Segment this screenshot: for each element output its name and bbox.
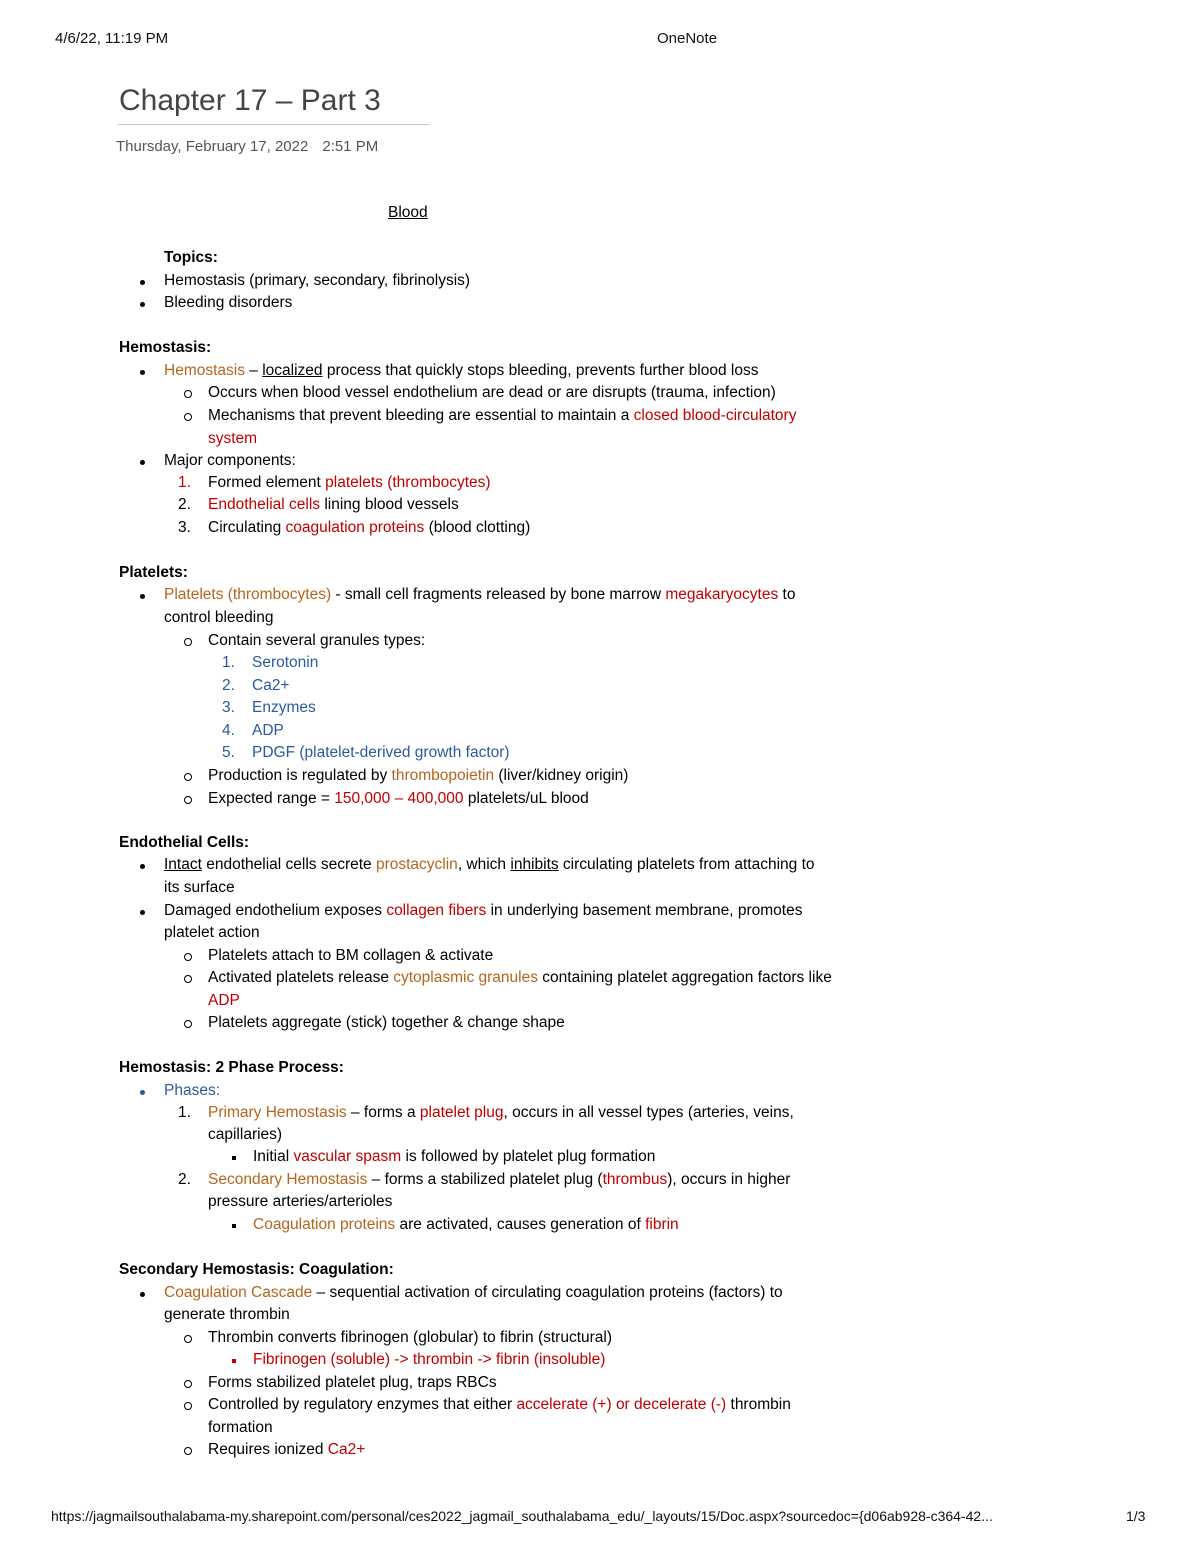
- list-item: Major components:: [164, 452, 296, 469]
- page-title: Chapter 17 – Part 3: [119, 84, 381, 117]
- list-item: Damaged endothelium exposes collagen fibers in underlying basement membrane, promotes: [164, 902, 803, 919]
- list-item: Production is regulated by thrombopoietin (liver/kidney origin): [208, 767, 629, 784]
- list-item: Contain several granules types:: [208, 632, 426, 649]
- section-heading: Secondary Hemostasis: Coagulation:: [119, 1261, 394, 1278]
- title-divider: [118, 124, 430, 125]
- print-app-name: OneNote: [657, 30, 718, 47]
- list-item: Thrombin converts fibrinogen (globular) to fibrin (structural): [208, 1329, 613, 1346]
- list-item: Coagulation proteins are activated, causes generation of fibrin: [253, 1216, 679, 1233]
- list-item-continued: pressure arteries/arterioles: [208, 1193, 393, 1210]
- list-item: Requires ionized Ca2+: [208, 1441, 366, 1458]
- list-item: Platelets (thrombocytes) - small cell fragments released by bone marrow megakaryocytes to: [164, 586, 796, 603]
- numbered-item: 1. Formed element platelets (thrombocytes): [178, 474, 491, 491]
- list-item: Platelets attach to BM collagen & activate: [208, 947, 494, 964]
- list-item: Activated platelets release cytoplasmic granules containing platelet aggregation factors like: [208, 969, 832, 986]
- page-time: 2:51 PM: [322, 138, 379, 155]
- section-heading: Platelets:: [119, 564, 188, 581]
- page-datetime: [116, 138, 378, 155]
- list-item: Controlled by regulatory enzymes that either accelerate (+) or decelerate (-) thrombin: [208, 1396, 791, 1413]
- numbered-item: 1. Primary Hemostasis – forms a platelet plug, occurs in all vessel types (arteries, veins,: [178, 1104, 794, 1121]
- section-heading: Endothelial Cells:: [119, 834, 250, 851]
- list-item: Hemostasis – localized process that quickly stops bleeding, prevents further blood loss: [164, 362, 759, 379]
- list-item: Bleeding disorders: [164, 294, 293, 311]
- list-item: Forms stabilized platelet plug, traps RBCs: [208, 1374, 497, 1391]
- section-title: Blood: [388, 204, 428, 221]
- list-item: Intact endothelial cells secrete prostacyclin, which inhibits circulating platelets from attaching to: [164, 856, 815, 873]
- print-datetime: 4/6/22, 11:19 PM: [55, 30, 169, 47]
- numbered-item: 5. PDGF (platelet-derived growth factor): [222, 744, 510, 761]
- page-number: 1/3: [1126, 1508, 1146, 1524]
- list-item-continued: generate thrombin: [164, 1306, 290, 1323]
- page-date: Thursday, February 17, 2022: [116, 138, 309, 155]
- numbered-item: 4. ADP: [222, 722, 284, 739]
- numbered-item: 2. Secondary Hemostasis – forms a stabilized platelet plug (thrombus), occurs in higher: [178, 1171, 791, 1188]
- list-item-continued: platelet action: [164, 924, 260, 941]
- list-item: Initial vascular spasm is followed by platelet plug formation: [253, 1148, 656, 1165]
- numbered-item: 2. Ca2+: [222, 677, 290, 694]
- list-item: Occurs when blood vessel endothelium are dead or are disrupts (trauma, infection): [208, 384, 776, 401]
- footer-url: https://jagmailsouthalabama-my.sharepoint.com/personal/ces2022_jagmail_southalabama_edu/_layouts/15/Doc.aspx?sourcedoc={d06ab928-c364-42...: [51, 1508, 993, 1524]
- list-item-continued: control bleeding: [164, 609, 274, 626]
- topics-heading: Topics:: [164, 249, 218, 266]
- list-item-continued: formation: [208, 1419, 273, 1436]
- numbered-item: 3. Circulating coagulation proteins (blood clotting): [178, 519, 531, 536]
- list-item: Fibrinogen (soluble) -> thrombin -> fibrin (insoluble): [253, 1351, 606, 1368]
- list-item: Platelets aggregate (stick) together & change shape: [208, 1014, 565, 1031]
- numbered-item: 1. Serotonin: [222, 654, 319, 671]
- list-item-continued: ADP: [208, 992, 240, 1009]
- list-item-continued: system: [208, 430, 258, 447]
- numbered-item: 3. Enzymes: [222, 699, 316, 716]
- numbered-item: 2. Endothelial cells lining blood vessels: [178, 496, 459, 513]
- section-heading: Hemostasis:: [119, 339, 212, 356]
- list-item: Expected range = 150,000 – 400,000 platelets/uL blood: [208, 790, 589, 807]
- list-item: Phases:: [164, 1082, 221, 1099]
- section-heading: Hemostasis: 2 Phase Process:: [119, 1059, 344, 1076]
- list-item-continued: its surface: [164, 879, 235, 896]
- list-item: Mechanisms that prevent bleeding are essential to maintain a closed blood-circulatory: [208, 407, 797, 424]
- list-item: Coagulation Cascade – sequential activation of circulating coagulation proteins (factors) to: [164, 1284, 783, 1301]
- list-item: Hemostasis (primary, secondary, fibrinolysis): [164, 272, 471, 289]
- list-item-continued: capillaries): [208, 1126, 283, 1143]
